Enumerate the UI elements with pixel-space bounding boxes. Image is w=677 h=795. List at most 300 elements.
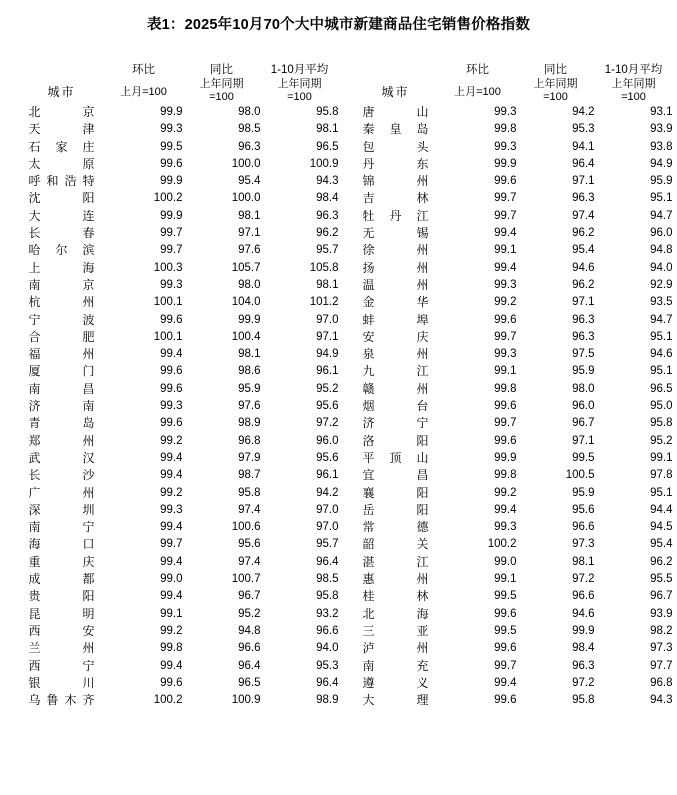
header-yoy-right: 同比 (544, 64, 567, 76)
table-row (19, 623, 673, 640)
column-gap (339, 433, 353, 450)
table-row (19, 485, 673, 502)
header-mom-basis-left: 上月=100 (120, 86, 167, 98)
header-yoy-basis-left-line2: =100 (209, 91, 234, 103)
value-yoy-left: 98.0 (238, 278, 261, 291)
table-row (19, 433, 673, 450)
value-avg-left: 98.1 (316, 123, 339, 136)
value-yoy-left: 97.9 (238, 451, 261, 464)
value-avg-right: 96.5 (650, 382, 673, 395)
value-yoy-left: 96.5 (238, 676, 261, 689)
table-row (19, 502, 673, 519)
city-name-left: 呼和浩特 (28, 174, 95, 189)
table-row (19, 121, 673, 138)
table-row (19, 225, 673, 242)
table-row (19, 519, 673, 536)
value-mom-left: 99.7 (160, 538, 183, 551)
value-yoy-left: 96.6 (238, 642, 261, 655)
value-avg-left: 96.6 (316, 624, 339, 637)
value-mom-right: 99.6 (494, 313, 517, 326)
value-avg-left: 96.4 (316, 676, 339, 689)
table-body (19, 104, 673, 709)
city-name-right: 温 州 (362, 277, 429, 292)
value-avg-right: 95.1 (650, 365, 673, 378)
column-gap (339, 173, 353, 190)
value-yoy-right: 95.9 (572, 365, 595, 378)
city-name-left: 太 原 (28, 156, 95, 171)
value-mom-right: 99.5 (494, 624, 517, 637)
value-mom-right: 99.4 (494, 227, 517, 240)
value-yoy-left: 104.0 (231, 296, 261, 309)
value-yoy-left: 97.6 (238, 244, 261, 257)
value-avg-left: 95.6 (316, 400, 339, 413)
value-mom-left: 100.3 (153, 261, 183, 274)
city-name-right: 湛 江 (362, 554, 429, 569)
value-mom-left: 99.7 (160, 244, 183, 257)
value-mom-left: 99.4 (160, 451, 183, 464)
value-yoy-left: 100.7 (231, 573, 261, 586)
column-gap (339, 519, 353, 536)
value-yoy-right: 99.9 (572, 624, 595, 637)
column-gap (339, 398, 353, 415)
city-name-right: 洛 阳 (362, 433, 429, 448)
value-mom-left: 99.4 (160, 590, 183, 603)
value-yoy-left: 95.4 (238, 175, 261, 188)
column-gap (339, 692, 353, 709)
value-yoy-left: 95.2 (238, 607, 261, 620)
table-row (19, 467, 673, 484)
value-yoy-right: 98.4 (572, 642, 595, 655)
value-avg-left: 95.8 (316, 590, 339, 603)
value-yoy-right: 96.2 (572, 278, 595, 291)
column-gap (339, 156, 353, 173)
value-mom-left: 99.6 (160, 382, 183, 395)
value-mom-left: 100.1 (153, 330, 183, 343)
value-avg-right: 95.2 (650, 434, 673, 447)
value-mom-left: 99.3 (160, 503, 183, 516)
column-gap (339, 294, 353, 311)
value-avg-left: 101.2 (309, 296, 339, 309)
header-avg-right: 1-10月平均 (604, 64, 663, 76)
column-gap (339, 450, 353, 467)
value-avg-left: 96.4 (316, 555, 339, 568)
city-name-left: 西 安 (28, 623, 95, 638)
city-name-right: 烟 台 (362, 399, 429, 414)
value-yoy-right: 96.3 (572, 330, 595, 343)
value-mom-right: 99.2 (494, 486, 517, 499)
column-gap (339, 346, 353, 363)
value-avg-right: 96.7 (650, 590, 673, 603)
value-avg-right: 95.1 (650, 192, 673, 205)
city-name-left: 长 春 (28, 226, 95, 241)
value-mom-left: 99.6 (160, 676, 183, 689)
value-mom-right: 99.6 (494, 694, 517, 707)
column-gap (339, 502, 353, 519)
city-name-left: 海 口 (28, 537, 95, 552)
value-mom-left: 99.0 (160, 573, 183, 586)
city-name-right: 无 锡 (362, 226, 429, 241)
value-avg-left: 97.2 (316, 417, 339, 430)
city-name-right: 徐 州 (362, 243, 429, 258)
column-gap (339, 329, 353, 346)
city-name-left: 南 宁 (28, 520, 95, 535)
value-avg-right: 99.1 (650, 451, 673, 464)
city-name-left: 广 州 (28, 485, 95, 500)
value-yoy-right: 95.6 (572, 503, 595, 516)
value-yoy-right: 97.3 (572, 538, 595, 551)
city-name-right: 丹 东 (362, 156, 429, 171)
table-row (19, 260, 673, 277)
city-name-left: 福 州 (28, 347, 95, 362)
value-yoy-left: 100.4 (231, 330, 261, 343)
city-name-right: 南 充 (362, 658, 429, 673)
header-avg-left: 1-10月平均 (270, 64, 329, 76)
header-yoy-basis-right (517, 78, 595, 104)
value-yoy-right: 97.1 (572, 434, 595, 447)
value-mom-left: 100.2 (153, 694, 183, 707)
value-mom-right: 99.8 (494, 469, 517, 482)
value-yoy-left: 98.0 (238, 106, 261, 118)
header-yoy-basis-left (183, 78, 261, 104)
column-gap (339, 675, 353, 692)
value-mom-right: 99.4 (494, 676, 517, 689)
city-name-right: 遵 义 (362, 675, 429, 690)
value-yoy-right: 97.4 (572, 209, 595, 222)
column-gap (339, 381, 353, 398)
value-avg-left: 95.6 (316, 451, 339, 464)
table-row (19, 554, 673, 571)
city-name-left: 青 岛 (28, 416, 95, 431)
city-name-left: 昆 明 (28, 606, 95, 621)
value-mom-right: 100.2 (487, 538, 517, 551)
city-name-left: 南 京 (28, 277, 95, 292)
column-gap (339, 606, 353, 623)
table-row (19, 294, 673, 311)
table-row (19, 242, 673, 259)
value-mom-right: 99.2 (494, 296, 517, 309)
value-mom-left: 99.3 (160, 400, 183, 413)
value-mom-left: 99.4 (160, 555, 183, 568)
value-yoy-left: 95.6 (238, 538, 261, 551)
table-row (19, 277, 673, 294)
city-name-left: 大 连 (28, 208, 95, 223)
city-name-left: 武 汉 (28, 450, 95, 465)
table-row (19, 415, 673, 432)
value-mom-right: 99.3 (494, 521, 517, 534)
value-yoy-left: 98.1 (238, 348, 261, 361)
city-name-right: 平 顶 山 (362, 450, 429, 465)
value-yoy-right: 97.2 (572, 676, 595, 689)
value-yoy-left: 96.3 (238, 140, 261, 153)
value-yoy-right: 97.1 (572, 296, 595, 309)
value-avg-left: 94.3 (316, 175, 339, 188)
column-gap (339, 312, 353, 329)
value-mom-right: 99.6 (494, 642, 517, 655)
value-avg-left: 97.0 (316, 503, 339, 516)
column-gap (339, 208, 353, 225)
city-name-right: 唐 山 (362, 105, 429, 119)
value-mom-right: 99.7 (494, 209, 517, 222)
value-yoy-right: 94.1 (572, 140, 595, 153)
city-name-right: 惠 州 (362, 572, 429, 587)
value-yoy-left: 97.4 (238, 555, 261, 568)
value-yoy-left: 105.7 (231, 261, 261, 274)
value-avg-left: 105.8 (309, 261, 339, 274)
city-name-right: 常 德 (362, 520, 429, 535)
value-avg-left: 98.5 (316, 573, 339, 586)
city-name-left: 深 圳 (28, 502, 95, 517)
value-mom-right: 99.4 (494, 261, 517, 274)
value-yoy-right: 94.6 (572, 607, 595, 620)
table-row (19, 208, 673, 225)
value-yoy-right: 96.7 (572, 417, 595, 430)
value-mom-left: 99.4 (160, 348, 183, 361)
value-yoy-left: 98.9 (238, 417, 261, 430)
city-name-left: 天 津 (28, 122, 95, 137)
value-mom-right: 99.7 (494, 330, 517, 343)
value-avg-right: 93.5 (650, 296, 673, 309)
city-name-left: 济 南 (28, 399, 95, 414)
value-avg-right: 94.3 (650, 694, 673, 707)
value-avg-left: 94.0 (316, 642, 339, 655)
city-name-right: 秦 皇 岛 (362, 122, 429, 137)
header-mom-left: 环比 (132, 64, 155, 76)
value-avg-right: 98.2 (650, 624, 673, 637)
value-yoy-left: 99.9 (238, 313, 261, 326)
header-avg-basis-right-line1: 上年同期 (611, 78, 656, 90)
value-mom-right: 99.8 (494, 382, 517, 395)
value-avg-left: 97.0 (316, 313, 339, 326)
value-mom-left: 99.3 (160, 123, 183, 136)
value-avg-left: 98.4 (316, 192, 339, 205)
column-gap (339, 121, 353, 138)
value-yoy-right: 94.6 (572, 261, 595, 274)
column-gap (339, 104, 353, 121)
city-name-left: 重 庆 (28, 554, 95, 569)
column-gap (339, 225, 353, 242)
value-yoy-right: 94.2 (572, 106, 595, 118)
table-row (19, 675, 673, 692)
column-gap (339, 260, 353, 277)
value-mom-right: 99.4 (494, 503, 517, 516)
value-avg-left: 95.3 (316, 659, 339, 672)
value-yoy-right: 98.1 (572, 555, 595, 568)
city-name-right: 桂 林 (362, 589, 429, 604)
city-name-right: 北 海 (362, 606, 429, 621)
value-avg-right: 94.8 (650, 244, 673, 257)
value-mom-left: 99.6 (160, 365, 183, 378)
column-gap (339, 277, 353, 294)
value-mom-right: 99.0 (494, 555, 517, 568)
value-mom-right: 99.9 (494, 157, 517, 170)
value-avg-left: 96.1 (316, 365, 339, 378)
value-avg-left: 97.0 (316, 521, 339, 534)
value-avg-left: 96.0 (316, 434, 339, 447)
value-mom-left: 99.2 (160, 624, 183, 637)
value-mom-right: 99.1 (494, 244, 517, 257)
value-avg-left: 98.9 (316, 694, 339, 707)
value-mom-left: 100.1 (153, 296, 183, 309)
city-name-right: 三 亚 (362, 623, 429, 638)
value-avg-left: 96.1 (316, 469, 339, 482)
header-city-left-spacer (19, 60, 105, 78)
value-avg-left: 95.7 (316, 538, 339, 551)
city-name-left: 银 川 (28, 675, 95, 690)
column-gap (339, 242, 353, 259)
value-yoy-right: 95.4 (572, 244, 595, 257)
value-avg-left: 96.3 (316, 209, 339, 222)
table-row (19, 156, 673, 173)
city-name-right: 赣 州 (362, 381, 429, 396)
value-mom-left: 99.1 (160, 607, 183, 620)
value-yoy-right: 96.6 (572, 590, 595, 603)
value-avg-left: 98.1 (316, 278, 339, 291)
value-yoy-right: 96.3 (572, 192, 595, 205)
value-yoy-right: 97.5 (572, 348, 595, 361)
value-mom-right: 99.6 (494, 607, 517, 620)
table-row (19, 104, 673, 121)
value-mom-left: 99.4 (160, 659, 183, 672)
value-yoy-left: 100.9 (231, 694, 261, 707)
value-yoy-right: 96.3 (572, 659, 595, 672)
city-name-left: 哈 尔 滨 (28, 243, 95, 258)
table-row (19, 571, 673, 588)
value-yoy-right: 100.5 (565, 469, 595, 482)
value-avg-right: 95.1 (650, 486, 673, 499)
price-index-table (19, 60, 673, 709)
header-avg-basis-left-line2: =100 (287, 91, 312, 103)
value-avg-right: 97.8 (650, 469, 673, 482)
value-mom-right: 99.5 (494, 590, 517, 603)
value-mom-left: 99.6 (160, 157, 183, 170)
value-yoy-right: 96.4 (572, 157, 595, 170)
table-row (19, 363, 673, 380)
column-gap (339, 415, 353, 432)
city-name-left: 厦 门 (28, 364, 95, 379)
table-row (19, 173, 673, 190)
value-avg-right: 95.9 (650, 175, 673, 188)
value-mom-right: 99.7 (494, 192, 517, 205)
header-mom-basis-right: 上月=100 (454, 86, 501, 98)
value-avg-right: 94.7 (650, 209, 673, 222)
value-yoy-left: 98.7 (238, 469, 261, 482)
value-yoy-left: 98.5 (238, 123, 261, 136)
value-avg-right: 95.4 (650, 538, 673, 551)
value-avg-right: 94.6 (650, 348, 673, 361)
city-name-right: 包 头 (362, 139, 429, 154)
value-mom-right: 99.3 (494, 140, 517, 153)
column-gap (339, 658, 353, 675)
header-yoy-basis-right-line1: 上年同期 (533, 78, 578, 90)
value-avg-right: 95.8 (650, 417, 673, 430)
table-header-row-top (19, 60, 673, 78)
value-avg-right: 94.4 (650, 503, 673, 516)
column-gap (339, 139, 353, 156)
city-name-right: 襄 阳 (362, 485, 429, 500)
value-mom-left: 99.7 (160, 227, 183, 240)
value-yoy-right: 96.3 (572, 313, 595, 326)
city-name-right: 扬 州 (362, 260, 429, 275)
column-gap (339, 554, 353, 571)
city-name-left: 乌鲁木齐 (28, 693, 95, 708)
value-yoy-left: 96.4 (238, 659, 261, 672)
city-name-left: 杭 州 (28, 295, 95, 310)
table-row (19, 329, 673, 346)
value-yoy-right: 95.9 (572, 486, 595, 499)
value-yoy-right: 95.3 (572, 123, 595, 136)
column-gap (339, 363, 353, 380)
table-row (19, 606, 673, 623)
value-avg-left: 95.8 (316, 106, 339, 118)
city-name-left: 宁 波 (28, 312, 95, 327)
value-yoy-right: 96.6 (572, 521, 595, 534)
value-mom-left: 99.5 (160, 140, 183, 153)
city-name-left: 沈 阳 (28, 191, 95, 206)
value-yoy-right: 95.8 (572, 694, 595, 707)
city-name-left: 长 沙 (28, 468, 95, 483)
column-gap (339, 467, 353, 484)
value-yoy-left: 96.8 (238, 434, 261, 447)
value-avg-left: 94.2 (316, 486, 339, 499)
value-avg-right: 94.7 (650, 313, 673, 326)
city-name-right: 吉 林 (362, 191, 429, 206)
header-yoy-left: 同比 (210, 64, 233, 76)
city-name-right: 韶 关 (362, 537, 429, 552)
column-gap (339, 588, 353, 605)
value-avg-right: 93.8 (650, 140, 673, 153)
value-yoy-left: 98.1 (238, 209, 261, 222)
value-avg-right: 93.1 (650, 106, 673, 118)
value-mom-right: 99.8 (494, 123, 517, 136)
city-name-right: 安 庆 (362, 329, 429, 344)
city-name-right: 大 理 (362, 693, 429, 708)
value-avg-right: 97.3 (650, 642, 673, 655)
city-name-left: 合 肥 (28, 329, 95, 344)
value-avg-left: 95.2 (316, 382, 339, 395)
column-gap (339, 78, 353, 104)
value-yoy-right: 97.1 (572, 175, 595, 188)
value-yoy-left: 98.6 (238, 365, 261, 378)
value-yoy-right: 96.2 (572, 227, 595, 240)
city-name-left: 郑 州 (28, 433, 95, 448)
header-avg-basis-right-line2: =100 (621, 91, 646, 103)
value-yoy-left: 100.0 (231, 192, 261, 205)
value-mom-right: 99.7 (494, 659, 517, 672)
table-row (19, 658, 673, 675)
city-name-left: 成 都 (28, 572, 95, 587)
table-row (19, 398, 673, 415)
city-name-left: 西 宁 (28, 658, 95, 673)
value-yoy-left: 95.8 (238, 486, 261, 499)
value-mom-left: 99.4 (160, 469, 183, 482)
column-gap (339, 536, 353, 553)
value-avg-left: 96.2 (316, 227, 339, 240)
value-avg-right: 94.9 (650, 157, 673, 170)
value-mom-right: 99.9 (494, 451, 517, 464)
value-avg-right: 96.8 (650, 676, 673, 689)
value-mom-left: 99.3 (160, 278, 183, 291)
value-mom-left: 99.9 (160, 106, 183, 118)
value-mom-left: 99.8 (160, 642, 183, 655)
value-avg-right: 95.0 (650, 400, 673, 413)
value-mom-right: 99.3 (494, 278, 517, 291)
table-row (19, 692, 673, 709)
value-mom-right: 99.1 (494, 573, 517, 586)
city-name-left: 上 海 (28, 260, 95, 275)
city-name-left: 贵 阳 (28, 589, 95, 604)
column-gap (339, 485, 353, 502)
value-mom-left: 99.4 (160, 521, 183, 534)
